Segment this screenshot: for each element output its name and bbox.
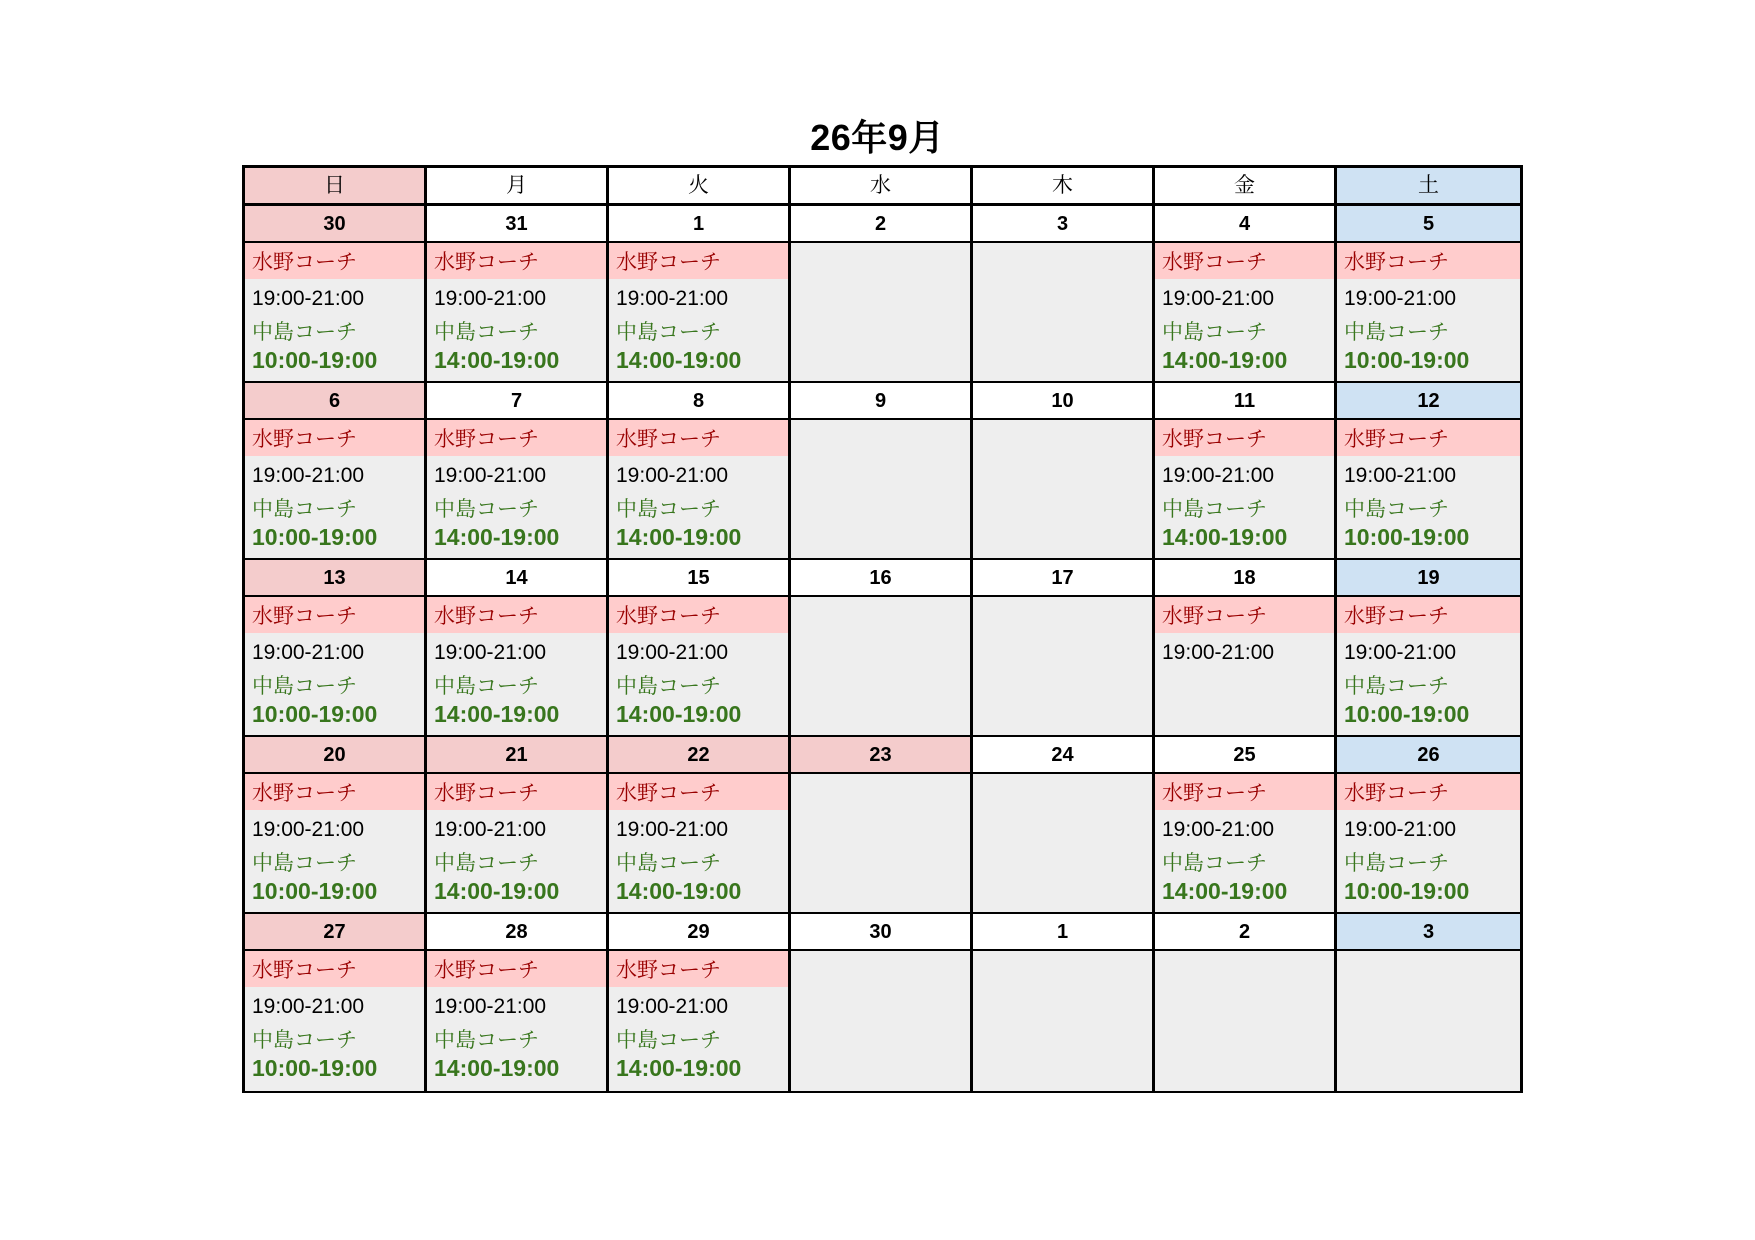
date-number: 2 <box>1155 914 1334 951</box>
coach-mizuno-label: 水野コーチ <box>1155 243 1334 279</box>
date-number: 1 <box>973 914 1152 951</box>
day-cell[interactable] <box>427 914 606 1091</box>
coach-mizuno-time: 19:00-21:00 <box>616 287 729 310</box>
coach-mizuno-label: 水野コーチ <box>427 774 606 810</box>
date-number: 3 <box>973 206 1152 243</box>
day-cell[interactable] <box>609 383 788 560</box>
coach-nakajima-label: 中島コーチ <box>1162 497 1267 521</box>
day-schedule <box>609 243 788 383</box>
day-cell[interactable] <box>245 206 424 383</box>
day-schedule <box>973 243 1152 383</box>
weekday-header-1: 月 <box>427 168 606 203</box>
coach-mizuno-label: 水野コーチ <box>1155 774 1334 810</box>
coach-nakajima-time: 14:00-19:00 <box>616 524 742 550</box>
day-cell[interactable] <box>791 383 970 560</box>
coach-mizuno-time: 19:00-21:00 <box>1162 818 1275 841</box>
date-number: 30 <box>791 914 970 951</box>
coach-nakajima-label: 中島コーチ <box>616 851 721 875</box>
day-schedule <box>1337 420 1520 560</box>
day-schedule <box>1337 597 1520 737</box>
coach-mizuno-time: 19:00-21:00 <box>434 995 547 1018</box>
coach-mizuno-time: 19:00-21:00 <box>252 287 365 310</box>
day-schedule <box>427 243 606 383</box>
date-number: 12 <box>1337 383 1520 420</box>
coach-mizuno-time: 19:00-21:00 <box>252 818 365 841</box>
day-schedule <box>1337 774 1520 914</box>
day-schedule <box>973 597 1152 737</box>
day-schedule <box>1155 420 1334 560</box>
day-cell[interactable] <box>245 914 424 1091</box>
coach-nakajima-label: 中島コーチ <box>252 674 357 698</box>
coach-mizuno-time: 19:00-21:00 <box>1162 641 1275 664</box>
coach-nakajima-label: 中島コーチ <box>252 851 357 875</box>
coach-mizuno-time: 19:00-21:00 <box>1344 641 1457 664</box>
weekday-header-3: 水 <box>791 168 970 203</box>
day-schedule <box>427 597 606 737</box>
weekday-header-row <box>245 168 1520 206</box>
weekday-header-5: 金 <box>1155 168 1334 203</box>
date-number: 25 <box>1155 737 1334 774</box>
day-cell[interactable] <box>609 914 788 1091</box>
coach-nakajima-time: 10:00-19:00 <box>1344 347 1470 373</box>
date-number: 9 <box>791 383 970 420</box>
day-schedule <box>1155 597 1334 737</box>
date-number: 29 <box>609 914 788 951</box>
coach-mizuno-time: 19:00-21:00 <box>434 641 547 664</box>
date-number: 19 <box>1337 560 1520 597</box>
day-cell[interactable] <box>973 383 1152 560</box>
coach-nakajima-time: 10:00-19:00 <box>252 1055 378 1081</box>
day-cell[interactable] <box>973 206 1152 383</box>
coach-nakajima-time: 14:00-19:00 <box>434 1055 560 1081</box>
day-cell[interactable] <box>1337 383 1520 560</box>
day-cell[interactable] <box>791 560 970 737</box>
day-schedule <box>1155 951 1334 1091</box>
day-cell[interactable] <box>427 383 606 560</box>
date-number: 20 <box>245 737 424 774</box>
day-schedule <box>609 420 788 560</box>
week-row <box>245 383 1520 560</box>
coach-nakajima-time: 14:00-19:00 <box>616 878 742 904</box>
day-cell[interactable] <box>427 206 606 383</box>
day-schedule <box>1337 951 1520 1091</box>
day-cell[interactable] <box>1155 383 1334 560</box>
date-number: 5 <box>1337 206 1520 243</box>
coach-mizuno-time: 19:00-21:00 <box>252 641 365 664</box>
coach-nakajima-label: 中島コーチ <box>616 1028 721 1052</box>
week-row <box>245 206 1520 383</box>
coach-mizuno-label: 水野コーチ <box>1155 420 1334 456</box>
coach-mizuno-time: 19:00-21:00 <box>1344 464 1457 487</box>
coach-nakajima-time: 10:00-19:00 <box>1344 524 1470 550</box>
coach-nakajima-label: 中島コーチ <box>616 320 721 344</box>
day-cell[interactable] <box>609 560 788 737</box>
week-row <box>245 560 1520 737</box>
weekday-header-0: 日 <box>245 168 424 203</box>
day-cell[interactable] <box>1155 737 1334 914</box>
coach-nakajima-label: 中島コーチ <box>434 674 539 698</box>
day-schedule <box>427 951 606 1091</box>
coach-mizuno-time: 19:00-21:00 <box>1162 464 1275 487</box>
coach-nakajima-label: 中島コーチ <box>1344 497 1449 521</box>
coach-mizuno-time: 19:00-21:00 <box>434 464 547 487</box>
coach-nakajima-label: 中島コーチ <box>1344 851 1449 875</box>
day-schedule <box>609 951 788 1091</box>
day-schedule <box>791 420 970 560</box>
date-number: 6 <box>245 383 424 420</box>
date-number: 24 <box>973 737 1152 774</box>
day-schedule <box>245 243 424 383</box>
coach-mizuno-label: 水野コーチ <box>1337 774 1520 810</box>
coach-nakajima-label: 中島コーチ <box>434 497 539 521</box>
coach-mizuno-label: 水野コーチ <box>427 597 606 633</box>
coach-nakajima-time: 14:00-19:00 <box>434 878 560 904</box>
day-cell[interactable] <box>1155 560 1334 737</box>
coach-mizuno-time: 19:00-21:00 <box>434 818 547 841</box>
day-cell[interactable] <box>609 737 788 914</box>
day-cell[interactable] <box>791 914 970 1091</box>
day-cell[interactable] <box>245 383 424 560</box>
date-number: 28 <box>427 914 606 951</box>
date-number: 17 <box>973 560 1152 597</box>
day-cell[interactable] <box>1337 737 1520 914</box>
date-number: 30 <box>245 206 424 243</box>
coach-nakajima-time: 14:00-19:00 <box>616 1055 742 1081</box>
day-schedule <box>609 597 788 737</box>
coach-nakajima-label: 中島コーチ <box>1344 320 1449 344</box>
day-cell[interactable] <box>1337 206 1520 383</box>
coach-nakajima-label: 中島コーチ <box>252 320 357 344</box>
coach-mizuno-label: 水野コーチ <box>245 243 424 279</box>
weekday-header-6: 土 <box>1337 168 1520 203</box>
day-cell[interactable] <box>791 737 970 914</box>
coach-nakajima-time: 14:00-19:00 <box>434 524 560 550</box>
day-schedule <box>1155 243 1334 383</box>
coach-nakajima-label: 中島コーチ <box>616 497 721 521</box>
coach-nakajima-label: 中島コーチ <box>616 674 721 698</box>
coach-nakajima-label: 中島コーチ <box>1162 851 1267 875</box>
coach-nakajima-time: 10:00-19:00 <box>1344 701 1470 727</box>
coach-nakajima-label: 中島コーチ <box>434 1028 539 1052</box>
date-number: 21 <box>427 737 606 774</box>
coach-mizuno-time: 19:00-21:00 <box>252 995 365 1018</box>
coach-nakajima-time: 14:00-19:00 <box>1162 524 1288 550</box>
date-number: 8 <box>609 383 788 420</box>
weekday-header-2: 火 <box>609 168 788 203</box>
coach-mizuno-time: 19:00-21:00 <box>616 818 729 841</box>
date-number: 23 <box>791 737 970 774</box>
coach-mizuno-label: 水野コーチ <box>245 951 424 987</box>
coach-mizuno-label: 水野コーチ <box>427 243 606 279</box>
day-schedule <box>1337 243 1520 383</box>
day-cell[interactable] <box>973 914 1152 1091</box>
coach-nakajima-time: 14:00-19:00 <box>616 347 742 373</box>
day-schedule <box>427 420 606 560</box>
calendar-title: 26年9月 <box>810 117 945 158</box>
month-calendar <box>242 165 1523 1093</box>
day-schedule <box>609 774 788 914</box>
day-cell[interactable] <box>245 737 424 914</box>
day-schedule <box>245 774 424 914</box>
coach-mizuno-time: 19:00-21:00 <box>616 641 729 664</box>
coach-mizuno-label: 水野コーチ <box>1337 420 1520 456</box>
week-row <box>245 914 1520 1091</box>
date-number: 22 <box>609 737 788 774</box>
day-cell[interactable] <box>973 737 1152 914</box>
day-schedule <box>1155 774 1334 914</box>
coach-mizuno-label: 水野コーチ <box>1155 597 1334 633</box>
coach-mizuno-time: 19:00-21:00 <box>1162 287 1275 310</box>
coach-mizuno-time: 19:00-21:00 <box>252 464 365 487</box>
day-cell[interactable] <box>973 560 1152 737</box>
day-cell[interactable] <box>427 560 606 737</box>
date-number: 14 <box>427 560 606 597</box>
coach-nakajima-time: 14:00-19:00 <box>1162 347 1288 373</box>
day-schedule <box>427 774 606 914</box>
coach-mizuno-label: 水野コーチ <box>609 951 788 987</box>
date-number: 13 <box>245 560 424 597</box>
date-number: 11 <box>1155 383 1334 420</box>
coach-mizuno-label: 水野コーチ <box>609 774 788 810</box>
coach-mizuno-time: 19:00-21:00 <box>616 464 729 487</box>
coach-mizuno-time: 19:00-21:00 <box>616 995 729 1018</box>
date-number: 1 <box>609 206 788 243</box>
coach-nakajima-label: 中島コーチ <box>252 1028 357 1052</box>
date-number: 3 <box>1337 914 1520 951</box>
coach-mizuno-label: 水野コーチ <box>609 243 788 279</box>
coach-mizuno-label: 水野コーチ <box>609 597 788 633</box>
coach-mizuno-label: 水野コーチ <box>427 951 606 987</box>
coach-nakajima-time: 10:00-19:00 <box>252 524 378 550</box>
coach-mizuno-label: 水野コーチ <box>1337 243 1520 279</box>
day-schedule <box>791 243 970 383</box>
date-number: 15 <box>609 560 788 597</box>
coach-mizuno-label: 水野コーチ <box>245 774 424 810</box>
coach-nakajima-label: 中島コーチ <box>434 320 539 344</box>
coach-nakajima-label: 中島コーチ <box>1344 674 1449 698</box>
date-number: 4 <box>1155 206 1334 243</box>
day-schedule <box>791 951 970 1091</box>
week-row <box>245 737 1520 914</box>
day-cell[interactable] <box>1337 560 1520 737</box>
coach-nakajima-time: 14:00-19:00 <box>1162 878 1288 904</box>
date-number: 16 <box>791 560 970 597</box>
day-schedule <box>245 951 424 1091</box>
day-schedule <box>973 420 1152 560</box>
coach-mizuno-time: 19:00-21:00 <box>1344 818 1457 841</box>
coach-nakajima-time: 14:00-19:00 <box>434 347 560 373</box>
coach-nakajima-time: 10:00-19:00 <box>252 347 378 373</box>
day-schedule <box>245 597 424 737</box>
coach-mizuno-time: 19:00-21:00 <box>434 287 547 310</box>
coach-nakajima-time: 10:00-19:00 <box>252 701 378 727</box>
day-schedule <box>245 420 424 560</box>
date-number: 31 <box>427 206 606 243</box>
date-number: 7 <box>427 383 606 420</box>
day-schedule <box>791 774 970 914</box>
day-cell[interactable] <box>791 206 970 383</box>
day-cell[interactable] <box>245 560 424 737</box>
date-number: 2 <box>791 206 970 243</box>
date-number: 18 <box>1155 560 1334 597</box>
date-number: 27 <box>245 914 424 951</box>
coach-nakajima-label: 中島コーチ <box>434 851 539 875</box>
day-schedule <box>973 951 1152 1091</box>
coach-nakajima-label: 中島コーチ <box>1162 320 1267 344</box>
coach-nakajima-time: 10:00-19:00 <box>1344 878 1470 904</box>
coach-nakajima-label: 中島コーチ <box>252 497 357 521</box>
date-number: 26 <box>1337 737 1520 774</box>
day-cell[interactable] <box>609 206 788 383</box>
coach-mizuno-label: 水野コーチ <box>245 420 424 456</box>
day-schedule <box>973 774 1152 914</box>
coach-nakajima-time: 14:00-19:00 <box>434 701 560 727</box>
day-cell[interactable] <box>1155 914 1334 1091</box>
day-schedule <box>791 597 970 737</box>
coach-nakajima-time: 14:00-19:00 <box>616 701 742 727</box>
coach-mizuno-label: 水野コーチ <box>427 420 606 456</box>
coach-mizuno-time: 19:00-21:00 <box>1344 287 1457 310</box>
weekday-header-4: 木 <box>973 168 1152 203</box>
coach-mizuno-label: 水野コーチ <box>609 420 788 456</box>
day-cell[interactable] <box>427 737 606 914</box>
day-cell[interactable] <box>1155 206 1334 383</box>
coach-nakajima-time: 10:00-19:00 <box>252 878 378 904</box>
coach-mizuno-label: 水野コーチ <box>1337 597 1520 633</box>
date-number: 10 <box>973 383 1152 420</box>
coach-mizuno-label: 水野コーチ <box>245 597 424 633</box>
day-cell[interactable] <box>1337 914 1520 1091</box>
